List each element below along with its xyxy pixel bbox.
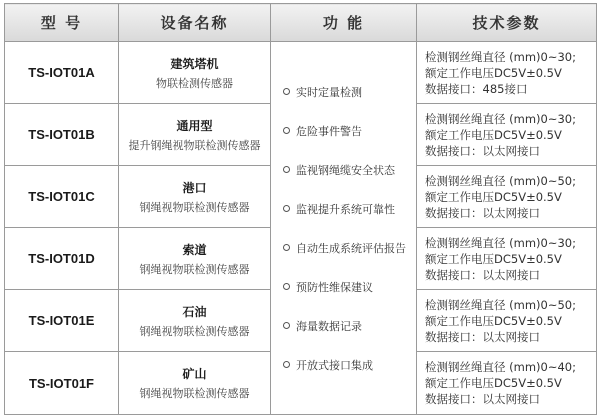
spec-line: 数据接口：以太网接口 bbox=[425, 205, 540, 220]
model-cell: TS-IOT01D bbox=[5, 228, 119, 290]
spec-cell bbox=[417, 228, 597, 290]
circle-bullet-icon bbox=[283, 322, 290, 329]
device-subtitle: 钢绳视物联检测传感器 bbox=[139, 324, 250, 338]
function-label: 监视钢绳缆安全状态 bbox=[296, 163, 395, 177]
function-label: 预防性维保建议 bbox=[296, 280, 373, 294]
spec-line: 额定工作电压DC5V±0.5V bbox=[425, 313, 562, 328]
model-cell: TS-IOT01B bbox=[5, 104, 119, 166]
spec-line: 检测钢丝绳直径 (mm)0~50; bbox=[425, 173, 576, 188]
device-cell bbox=[119, 228, 271, 290]
header-function: 功 能 bbox=[271, 4, 417, 42]
spec-line: 额定工作电压DC5V±0.5V bbox=[425, 65, 562, 80]
spec-line: 数据接口：以太网接口 bbox=[425, 392, 540, 406]
spec-cell bbox=[417, 352, 597, 415]
device-subtitle: 钢绳视物联检测传感器 bbox=[139, 387, 250, 400]
device-cell bbox=[119, 166, 271, 228]
spec-line: 检测钢丝绳直径 (mm)0~50; bbox=[425, 297, 576, 312]
spec-table-container bbox=[4, 3, 596, 413]
spec-line: 检测钢丝绳直径 (mm)0~30; bbox=[425, 49, 576, 64]
header-device-name: 设备名称 bbox=[119, 4, 271, 42]
spec-cell bbox=[417, 290, 597, 352]
device-subtitle: 钢绳视物联检测传感器 bbox=[139, 262, 250, 276]
spec-line: 数据接口：485接口 bbox=[425, 81, 528, 96]
spec-line: 额定工作电压DC5V±0.5V bbox=[425, 376, 562, 390]
model-cell: TS-IOT01A bbox=[5, 42, 119, 104]
spec-line: 检测钢丝绳直径 (mm)0~40; bbox=[425, 360, 576, 374]
spec-cell bbox=[417, 104, 597, 166]
device-title: 石油 bbox=[182, 304, 207, 319]
function-item bbox=[283, 345, 416, 384]
device-cell bbox=[119, 352, 271, 415]
device-cell bbox=[119, 104, 271, 166]
function-label: 监视提升系统可靠性 bbox=[296, 202, 395, 216]
circle-bullet-icon bbox=[283, 244, 290, 251]
function-item bbox=[283, 306, 416, 345]
device-title: 索道 bbox=[182, 242, 207, 257]
model-cell: TS-IOT01F bbox=[5, 352, 119, 415]
function-label: 海量数据记录 bbox=[296, 319, 362, 333]
spec-line: 数据接口：以太网接口 bbox=[425, 143, 540, 158]
spec-line: 额定工作电压DC5V±0.5V bbox=[425, 251, 562, 266]
spec-cell bbox=[417, 42, 597, 104]
function-label: 实时定量检测 bbox=[296, 85, 362, 99]
spec-line: 额定工作电压DC5V±0.5V bbox=[425, 127, 562, 142]
header-tech-params: 技术参数 bbox=[417, 4, 597, 42]
function-item bbox=[283, 189, 416, 228]
device-subtitle: 物联检测传感器 bbox=[156, 76, 233, 90]
function-item bbox=[283, 111, 416, 150]
circle-bullet-icon bbox=[283, 127, 290, 134]
model-cell: TS-IOT01E bbox=[5, 290, 119, 352]
function-label: 自动生成系统评估报告 bbox=[296, 241, 406, 255]
circle-bullet-icon bbox=[283, 283, 290, 290]
table-row bbox=[5, 42, 597, 104]
product-spec-table bbox=[4, 3, 597, 415]
function-label: 开放式接口集成 bbox=[296, 358, 373, 372]
function-item bbox=[283, 150, 416, 189]
circle-bullet-icon bbox=[283, 88, 290, 95]
spec-line: 检测钢丝绳直径 (mm)0~30; bbox=[425, 111, 576, 126]
spec-line: 数据接口：以太网接口 bbox=[425, 329, 540, 344]
function-item bbox=[283, 228, 416, 267]
spec-line: 检测钢丝绳直径 (mm)0~30; bbox=[425, 235, 576, 250]
device-title: 港口 bbox=[182, 180, 207, 195]
function-label: 危险事件警告 bbox=[296, 124, 362, 138]
function-list-cell bbox=[271, 42, 417, 415]
device-title: 通用型 bbox=[176, 118, 213, 133]
header-model: 型 号 bbox=[5, 4, 119, 42]
function-item bbox=[283, 72, 416, 111]
spec-cell bbox=[417, 166, 597, 228]
device-subtitle: 钢绳视物联检测传感器 bbox=[139, 200, 250, 214]
device-cell bbox=[119, 42, 271, 104]
model-cell: TS-IOT01C bbox=[5, 166, 119, 228]
circle-bullet-icon bbox=[283, 205, 290, 212]
table-header-row bbox=[5, 4, 597, 42]
spec-line: 额定工作电压DC5V±0.5V bbox=[425, 189, 562, 204]
device-subtitle: 提升钢绳视物联检测传感器 bbox=[128, 138, 261, 152]
device-cell bbox=[119, 290, 271, 352]
function-item bbox=[283, 267, 416, 306]
circle-bullet-icon bbox=[283, 361, 290, 368]
device-title: 建筑塔机 bbox=[170, 56, 219, 71]
spec-line: 数据接口：以太网接口 bbox=[425, 267, 540, 282]
circle-bullet-icon bbox=[283, 166, 290, 173]
device-title: 矿山 bbox=[182, 367, 207, 381]
